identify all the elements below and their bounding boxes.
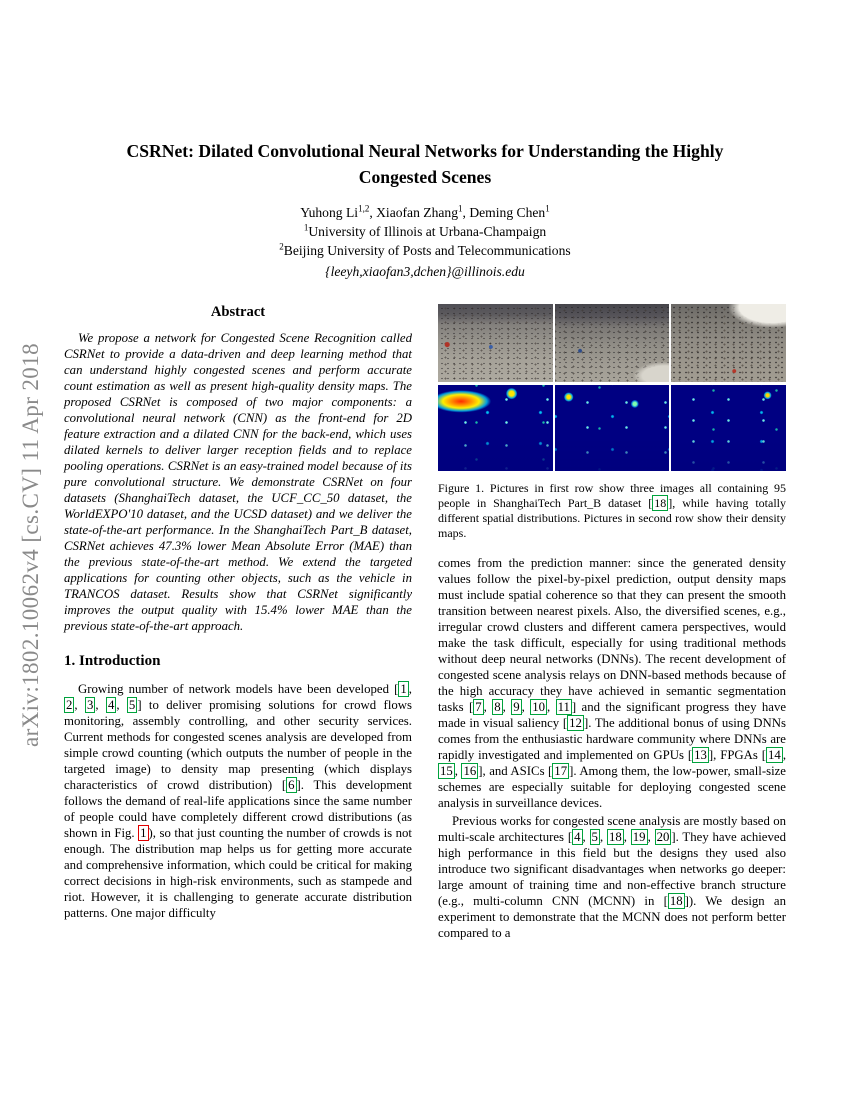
citation-link[interactable]: 3 [86, 698, 94, 712]
affiliation-1 [64, 224, 786, 240]
introduction-paragraph: Growing number of network models have been developed [ 1 , 2 , 3 , 4 , 5 ] to deliver promising solutions for crowd flows monitoring, assembly controlling, and other security services. Current methods for congested scenes analysis are developed from simple crowd counting (which outputs the number of people in the targeted image) to density map presenting (which displays characteristics of crowd distribution) [ 6 ]. This development follows the demand of real-life applications since the same number of people could have completely different crowd distributions (as shown in Fig. 1 ), so that just counting the number of crowds is not enough. The distribution map helps us for getting more accurate and comprehensive information, which could be critical for making correct decisions in high-risk environments, such as stampede and riot. However, it is challenging to generate accurate distribution patterns. One major difficulty [64, 682, 412, 920]
affiliation-sup: 1 [303, 222, 309, 233]
author-name: Xiaofan Zhang [376, 205, 459, 220]
citation-link[interactable]: 19 [632, 830, 646, 844]
two-column-body [64, 304, 786, 941]
affiliation-2 [64, 243, 786, 259]
figure-1-photo-row [438, 304, 786, 382]
body-paragraph-continuation: comes from the prediction manner: since the generated density values follow the pixel-by-pixel prediction, output density maps must include spatial coherence so that they can present the smooth transition between nearest pixels. Also, the diversified scenes, e.g., irregular crowd clusters and different camera perspectives, would make the task difficult, especially for using traditional methods without deep neural networks (DNNs). The recent development of congested scene analysis relays on DNN-based methods because of the high accuracy they have achieved in semantic segmentation tasks [ 7 , 8 , 9 , 10 , 11 ] and the significant progress they have made in visual saliency [ 12 ]. The additional bonus of using DNNs comes from the enthusiastic hardware community where DNNs are rapidly investigated and implemented on GPUs [ 13 ], FPGAs [ 14 , 15 , 16 ], and ASICs [ 17 ]. Among them, the low-power, small-size schemes are especially suitable for deploying congested scene analysis in surveillance devices. [438, 556, 787, 810]
right-column [438, 304, 786, 941]
citation-link[interactable]: 4 [107, 698, 115, 712]
author-separator: , [369, 205, 377, 220]
crowd-photo-1 [438, 304, 553, 382]
affiliation-sup: 2 [279, 241, 284, 252]
citation-link[interactable]: 9 [513, 700, 520, 714]
citation-link[interactable]: 8 [494, 700, 501, 714]
citation-link[interactable]: 15 [440, 764, 453, 778]
left-column [64, 304, 412, 941]
abstract-text: We propose a network for Congested Scene Recognition called CSRNet to provide a data-driven and deep learning method that can understand highly congested scenes and perform accurate count estimation as well as present high-quality density maps. The proposed CSRNet is composed of two major components: a convolutional neural network (CNN) as the front-end for 2D feature extraction and a dilated CNN for the back-end, which uses dilated kernels to deliver larger reception fields and to replace pooling operations. CSRNet is an easy-trained model because of its pure convolutional structure. We demonstrate CSRNet on four datasets (ShanghaiTech dataset, the UCF_CC_50 dataset, the WorldEXPO'10 dataset, and the UCSD dataset) and we deliver the state-of-the-art performance. In the ShanghaiTech Part_B dataset, CSRNet achieves 47.3% lower Mean Absolute Error (MAE) than the previous state-of-the-art method. We extend the targeted applications for counting other objects, such as the vehicle in TRANCOS dataset. Results show that CSRNet significantly improves the output quality with 15.4% lower MAE than the previous state-of-the-art approach. [64, 331, 412, 633]
abstract-heading: Abstract [210, 304, 266, 320]
citation-link[interactable]: 18 [608, 830, 622, 844]
body-paragraph-previous-works: Previous works for congested scene analysis are mostly based on multi-scale architectures [ 4 , 5 , 18 , 19 , 20 ]. They have achieved high performance in this field but the designs they used also introduce two significant disadvantages when networks go deeper: large amount of training time and non-effective branch structure (e.g., multi-column CNN (MCNN) in [ 18 ]). We design an experiment to demonstrate that the MCNN does not perform better compared to a [438, 814, 786, 940]
figure-1 [438, 304, 786, 541]
crowd-photo-2 [555, 304, 670, 382]
arxiv-watermark: arXiv:1802.10062v4 [cs.CV] 11 Apr 2018 [18, 342, 43, 748]
authors-line [64, 205, 786, 221]
citation-link[interactable]: 6 [288, 778, 295, 792]
citation-link[interactable]: 10 [532, 700, 545, 714]
citation-link[interactable]: 18 [654, 496, 667, 510]
citation-link[interactable]: 5 [128, 698, 136, 712]
density-map-3 [671, 385, 786, 471]
citation-link[interactable]: 7 [475, 700, 482, 714]
density-map-1 [438, 385, 553, 471]
citation-link[interactable]: 1 [400, 682, 407, 696]
citation-link[interactable]: 18 [669, 894, 683, 908]
figure-ref-link[interactable]: 1 [140, 826, 147, 840]
citation-link[interactable]: 13 [694, 748, 707, 762]
citation-link[interactable]: 5 [591, 830, 598, 844]
paper-header [64, 138, 786, 280]
figure-1-caption: Figure 1. Pictures in first row show three images all containing 95 people in ShanghaiTech Part_B dataset [ 18 ], while having totally different spatial distributions. Pictures in second row show their density maps. [438, 481, 786, 540]
author-separator: , [462, 205, 470, 220]
paper-title-line1: CSRNet: Dilated Convolutional Neural Networks for Understanding the Highly [126, 141, 724, 161]
citation-link[interactable]: 11 [557, 700, 570, 714]
author-name: Yuhong Li [300, 205, 359, 220]
author-affil-sup: 1 [545, 203, 550, 214]
density-map-2 [555, 385, 670, 471]
author-affil-sup: 1 [458, 203, 463, 214]
affiliation-name: Beijing University of Posts and Telecommunications [283, 243, 571, 258]
citation-link[interactable]: 4 [574, 830, 581, 844]
citation-link[interactable]: 17 [554, 764, 568, 778]
author-affil-sup: 1,2 [358, 203, 370, 214]
citation-link[interactable]: 2 [66, 698, 73, 712]
paper-title [64, 138, 786, 190]
section-heading-introduction: 1. Introduction [64, 653, 161, 669]
citation-link[interactable]: 16 [463, 764, 477, 778]
citation-link[interactable]: 14 [768, 748, 781, 762]
email-line: {leeyh,xiaofan3,dchen}@illinois.edu [325, 264, 525, 279]
author-name: Deming Chen [469, 205, 546, 220]
affiliation-name: University of Illinois at Urbana-Champaign [308, 224, 547, 239]
citation-link[interactable]: 20 [656, 830, 670, 844]
citation-link[interactable]: 12 [569, 716, 582, 730]
paper-title-line2: Congested Scenes [358, 167, 492, 187]
figure-1-density-row [438, 385, 786, 471]
crowd-photo-3 [671, 304, 786, 382]
